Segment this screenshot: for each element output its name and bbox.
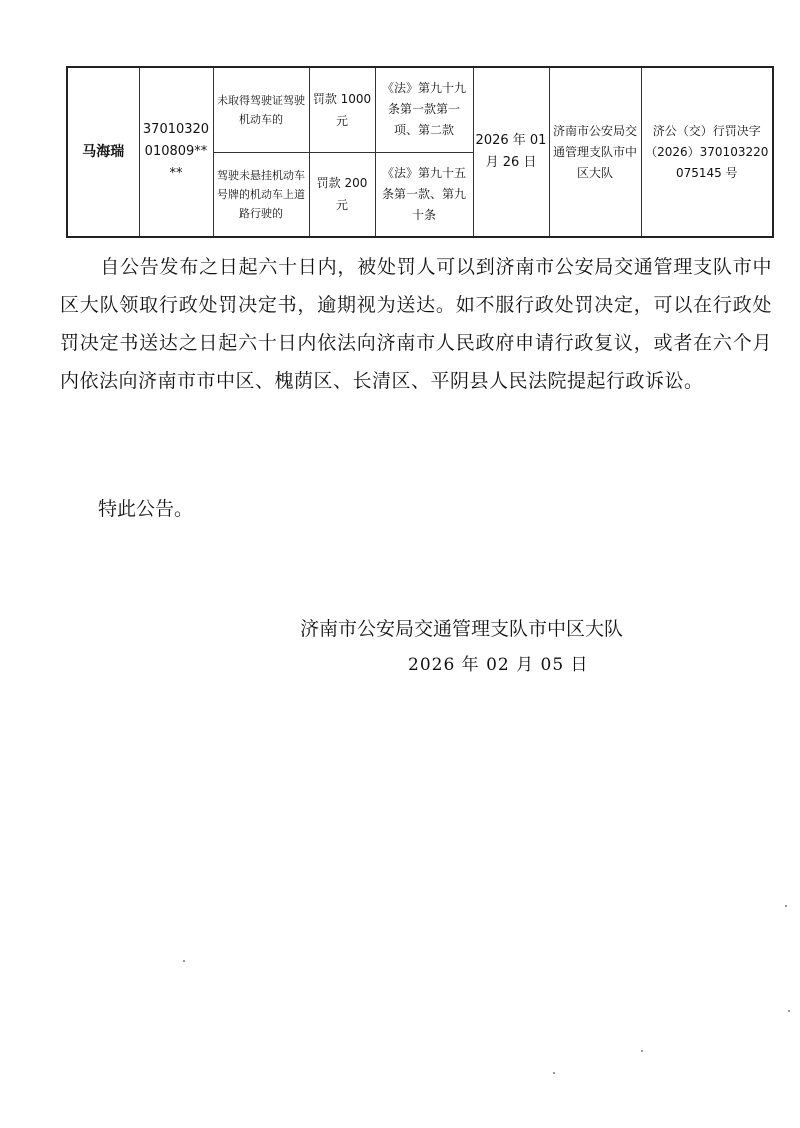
scan-speck: [641, 1050, 643, 1052]
scan-speck: [183, 960, 185, 962]
signing-date: 2026 年 02 月 05 日: [408, 655, 589, 675]
violation-behavior: 未取得驾驶证驾驶机动车的: [213, 67, 309, 152]
table-row: [67, 67, 773, 152]
signing-organization: 济南市公安局交通管理支队市中区大队: [300, 618, 624, 640]
scan-speck: [553, 1072, 555, 1074]
legal-basis: 《法》第九十五条第一款、第九十条: [375, 152, 473, 237]
violation-behavior: 驾驶未悬挂机动车号牌的机动车上道路行驶的: [213, 152, 309, 237]
penalty-table: [66, 66, 774, 238]
legal-basis: 《法》第九十九条第一款第一项、第二款: [375, 67, 473, 152]
authority: 济南市公安局交通管理支队市中区大队: [549, 67, 641, 237]
notice-paragraph-text: 自公告发布之日起六十日内，被处罚人可以到济南市公安局交通管理支队市中区大队领取行政处罚决定书，逾期视为送达。如不服行政处罚决定，可以在行政处罚决定书送达之日起六十日内依法向济南市人民政府申请行政复议，或者在六个月内依法向济南市市中区、槐荫区、长清区、平阴县人民法院提起行政诉讼。: [60, 256, 772, 392]
document-number: 济公（交）行罚决字（2026）370103220075145 号: [641, 67, 773, 237]
person-name: 马海瑞: [67, 67, 139, 237]
closing-text: 特此公告。: [98, 498, 194, 520]
id-number: 37010320010809****: [139, 67, 213, 237]
penalty-amount: 罚款 1000 元: [309, 67, 375, 152]
decision-date: 2026 年 01 月 26 日: [473, 67, 549, 237]
scan-speck: [788, 1010, 790, 1012]
notice-paragraph: [60, 248, 772, 400]
penalty-amount: 罚款 200 元: [309, 152, 375, 237]
scan-speck: [785, 905, 787, 907]
